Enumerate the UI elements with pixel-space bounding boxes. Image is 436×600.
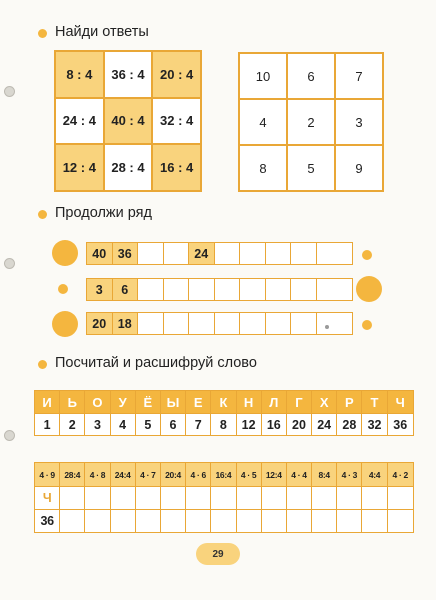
decode-expression: 20:4 bbox=[161, 463, 186, 486]
decoded-letter-blank[interactable] bbox=[237, 486, 262, 509]
bullet-icon bbox=[38, 360, 47, 369]
answer-cell: 9 bbox=[335, 145, 383, 191]
decoded-letter-blank[interactable] bbox=[60, 486, 85, 509]
answer-cell: 6 bbox=[287, 53, 335, 99]
decoded-letter-blank[interactable] bbox=[136, 486, 161, 509]
decor-circle bbox=[52, 240, 78, 266]
code-number: 32 bbox=[362, 413, 387, 435]
code-letter: Ё bbox=[136, 391, 161, 413]
sequence-blank-cell[interactable] bbox=[164, 243, 190, 264]
sequence-cell: 24 bbox=[189, 243, 215, 264]
sequence-row-1 bbox=[86, 242, 353, 265]
result-blank[interactable] bbox=[362, 509, 387, 532]
sequence-blank-cell[interactable] bbox=[240, 243, 266, 264]
decoded-letter-blank[interactable] bbox=[161, 486, 186, 509]
sequence-blank-cell[interactable] bbox=[317, 243, 343, 264]
decode-expression: 16:4 bbox=[211, 463, 236, 486]
sequence-blank-cell[interactable] bbox=[291, 279, 317, 300]
binder-hole bbox=[4, 86, 15, 97]
answer-cell: 5 bbox=[287, 145, 335, 191]
decoded-letter-blank[interactable] bbox=[337, 486, 362, 509]
sequence-blank-cell[interactable] bbox=[317, 279, 343, 300]
decoded-letter: Ч bbox=[35, 486, 60, 509]
sequence-cell: 18 bbox=[113, 313, 139, 334]
binder-hole bbox=[4, 430, 15, 441]
sequence-blank-cell[interactable] bbox=[240, 313, 266, 334]
answer-grid bbox=[238, 52, 384, 192]
code-number: 7 bbox=[186, 413, 211, 435]
sequence-blank-cell[interactable] bbox=[215, 279, 241, 300]
sequence-blank-cell[interactable] bbox=[189, 313, 215, 334]
answer-cell: 8 bbox=[239, 145, 287, 191]
result-number: 36 bbox=[35, 509, 60, 532]
sequence-blank-cell[interactable] bbox=[215, 243, 241, 264]
decode-expression: 4 · 8 bbox=[85, 463, 110, 486]
decode-expression: 4 · 5 bbox=[237, 463, 262, 486]
code-letter: Ч bbox=[388, 391, 413, 413]
code-letter: Х bbox=[312, 391, 337, 413]
result-blank[interactable] bbox=[60, 509, 85, 532]
sequence-blank-cell[interactable] bbox=[266, 279, 292, 300]
code-letter: Г bbox=[287, 391, 312, 413]
code-number: 6 bbox=[161, 413, 186, 435]
decoded-letter-blank[interactable] bbox=[85, 486, 110, 509]
sequence-cell: 20 bbox=[87, 313, 113, 334]
code-number: 20 bbox=[287, 413, 312, 435]
sequence-row-3 bbox=[86, 312, 353, 335]
sequence-blank-cell[interactable] bbox=[138, 243, 164, 264]
decode-expression: 24:4 bbox=[111, 463, 136, 486]
decoded-letter-blank[interactable] bbox=[211, 486, 236, 509]
code-number: 36 bbox=[388, 413, 413, 435]
sequence-blank-cell[interactable] bbox=[240, 279, 266, 300]
decode-expression: 12:4 bbox=[262, 463, 287, 486]
decoded-letter-blank[interactable] bbox=[312, 486, 337, 509]
sequence-blank-cell[interactable] bbox=[266, 243, 292, 264]
expression-cell: 40 : 4 bbox=[104, 98, 153, 145]
decode-expression: 4 · 7 bbox=[136, 463, 161, 486]
answer-cell: 7 bbox=[335, 53, 383, 99]
code-number: 28 bbox=[337, 413, 362, 435]
sequence-blank-cell[interactable] bbox=[291, 313, 317, 334]
code-number: 3 bbox=[85, 413, 110, 435]
code-letter: Ь bbox=[60, 391, 85, 413]
sequence-cell: 3 bbox=[87, 279, 113, 300]
expression-cell: 12 : 4 bbox=[55, 144, 104, 191]
result-blank[interactable] bbox=[85, 509, 110, 532]
expression-cell: 32 : 4 bbox=[152, 98, 201, 145]
sequence-blank-cell[interactable] bbox=[215, 313, 241, 334]
decode-expression: 4 · 2 bbox=[388, 463, 413, 486]
sequence-blank-cell[interactable] bbox=[164, 279, 190, 300]
sequence-blank-cell[interactable] bbox=[291, 243, 317, 264]
code-number: 1 bbox=[35, 413, 60, 435]
result-blank[interactable] bbox=[388, 509, 413, 532]
answer-cell: 3 bbox=[335, 99, 383, 145]
result-blank[interactable] bbox=[111, 509, 136, 532]
decode-expression: 4 · 3 bbox=[337, 463, 362, 486]
bullet-icon bbox=[38, 210, 47, 219]
page-number: 29 bbox=[196, 543, 240, 565]
decoded-letter-blank[interactable] bbox=[287, 486, 312, 509]
decoded-letter-blank[interactable] bbox=[186, 486, 211, 509]
result-blank[interactable] bbox=[287, 509, 312, 532]
sequence-blank-cell[interactable] bbox=[164, 313, 190, 334]
code-number: 12 bbox=[237, 413, 262, 435]
code-table bbox=[34, 390, 414, 436]
code-letter: Л bbox=[262, 391, 287, 413]
expression-cell: 16 : 4 bbox=[152, 144, 201, 191]
expression-cell: 20 : 4 bbox=[152, 51, 201, 98]
sequence-blank-cell[interactable] bbox=[317, 313, 343, 334]
code-letter: Р bbox=[337, 391, 362, 413]
sequence-blank-cell[interactable] bbox=[266, 313, 292, 334]
decor-circle bbox=[362, 250, 372, 260]
decode-expression: 4 · 9 bbox=[35, 463, 60, 486]
code-letter: Е bbox=[186, 391, 211, 413]
decode-expression: 4 · 6 bbox=[186, 463, 211, 486]
sequence-blank-cell[interactable] bbox=[189, 279, 215, 300]
code-number: 4 bbox=[111, 413, 136, 435]
code-letter: Ы bbox=[161, 391, 186, 413]
decode-expression: 8:4 bbox=[312, 463, 337, 486]
result-blank[interactable] bbox=[312, 509, 337, 532]
decode-table bbox=[34, 462, 414, 533]
answer-cell: 4 bbox=[239, 99, 287, 145]
code-letter: И bbox=[35, 391, 60, 413]
sequence-cell: 36 bbox=[113, 243, 139, 264]
code-number: 24 bbox=[312, 413, 337, 435]
decoded-letter-blank[interactable] bbox=[262, 486, 287, 509]
result-blank[interactable] bbox=[211, 509, 236, 532]
expression-cell: 28 : 4 bbox=[104, 144, 153, 191]
sequence-blank-cell[interactable] bbox=[138, 313, 164, 334]
section-title-decode-word: Посчитай и расшифруй слово bbox=[55, 355, 257, 371]
answer-cell: 10 bbox=[239, 53, 287, 99]
result-blank[interactable] bbox=[337, 509, 362, 532]
decoded-letter-blank[interactable] bbox=[362, 486, 387, 509]
sequence-blank-cell[interactable] bbox=[138, 279, 164, 300]
decode-expression: 4:4 bbox=[362, 463, 387, 486]
decor-circle bbox=[362, 320, 372, 330]
code-number: 8 bbox=[211, 413, 236, 435]
result-blank[interactable] bbox=[237, 509, 262, 532]
code-letter: К bbox=[211, 391, 236, 413]
answer-cell: 2 bbox=[287, 99, 335, 145]
decode-expression: 4 · 4 bbox=[287, 463, 312, 486]
speck bbox=[325, 325, 329, 329]
decor-circle bbox=[356, 276, 382, 302]
section-title-continue-sequence: Продолжи ряд bbox=[55, 205, 152, 221]
code-letter: О bbox=[85, 391, 110, 413]
section-title-find-answers: Найди ответы bbox=[55, 24, 149, 40]
result-blank[interactable] bbox=[161, 509, 186, 532]
result-blank[interactable] bbox=[136, 509, 161, 532]
expression-cell: 8 : 4 bbox=[55, 51, 104, 98]
decor-circle bbox=[52, 311, 78, 337]
binder-hole bbox=[4, 258, 15, 269]
code-letter: У bbox=[111, 391, 136, 413]
bullet-icon bbox=[38, 29, 47, 38]
code-letter: Т bbox=[362, 391, 387, 413]
sequence-cell: 6 bbox=[113, 279, 139, 300]
code-number: 5 bbox=[136, 413, 161, 435]
code-letter: Н bbox=[237, 391, 262, 413]
expression-cell: 24 : 4 bbox=[55, 98, 104, 145]
decode-expression: 28:4 bbox=[60, 463, 85, 486]
decoded-letter-blank[interactable] bbox=[388, 486, 413, 509]
decor-circle bbox=[58, 284, 68, 294]
expression-cell: 36 : 4 bbox=[104, 51, 153, 98]
sequence-row-2 bbox=[86, 278, 353, 301]
code-number: 16 bbox=[262, 413, 287, 435]
result-blank[interactable] bbox=[262, 509, 287, 532]
result-blank[interactable] bbox=[186, 509, 211, 532]
expression-grid bbox=[54, 50, 202, 192]
sequence-cell: 40 bbox=[87, 243, 113, 264]
decoded-letter-blank[interactable] bbox=[111, 486, 136, 509]
code-number: 2 bbox=[60, 413, 85, 435]
